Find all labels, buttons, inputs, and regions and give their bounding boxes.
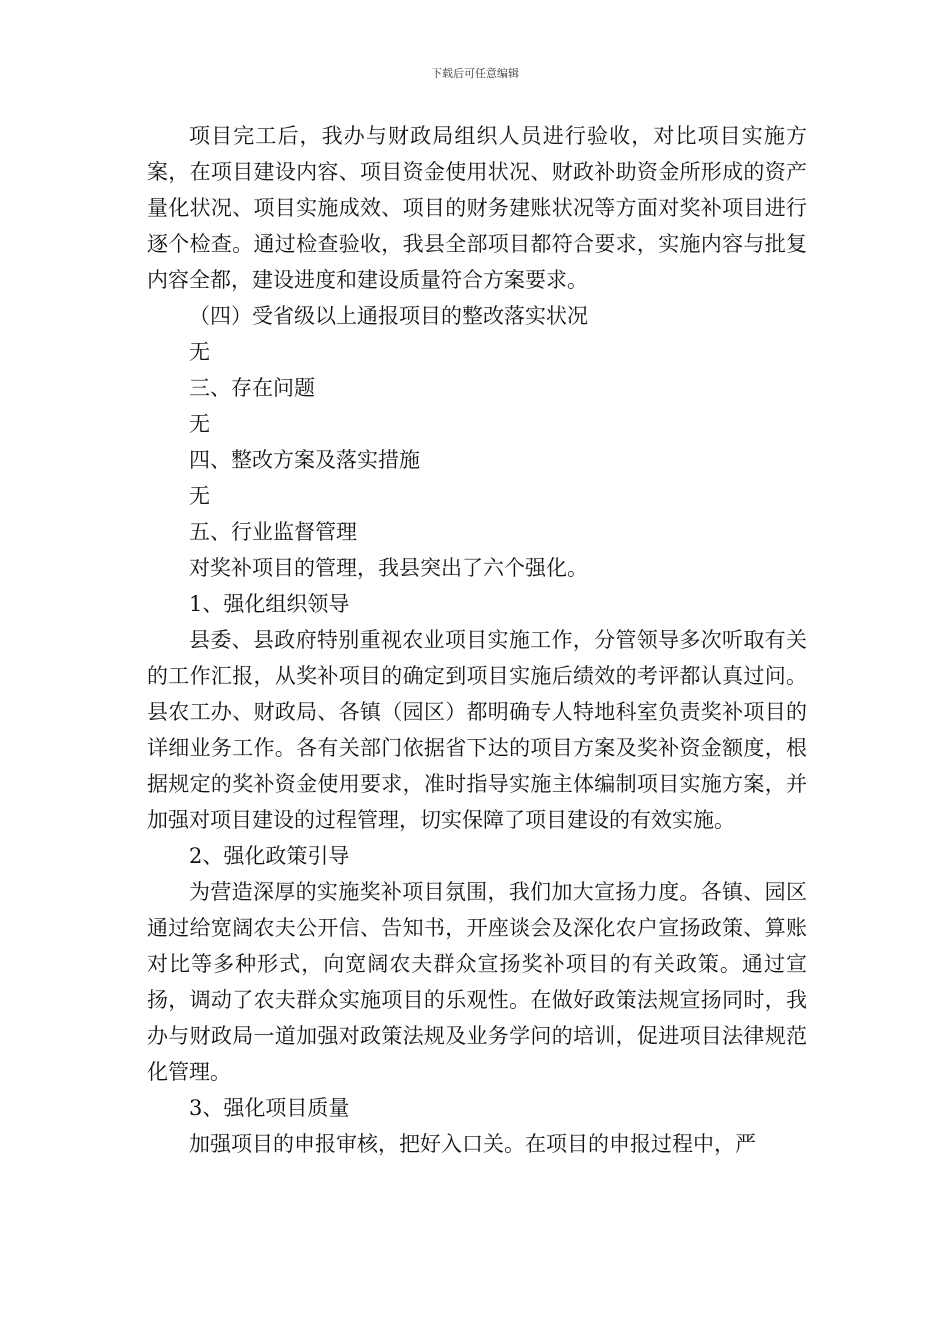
paragraph-none: 无 (189, 484, 210, 508)
paragraph-six-strengthenings: 对奖补项目的管理，我县突出了六个强化。 (189, 556, 588, 580)
heading-rectification-plan: 四、整改方案及落实措施 (189, 448, 420, 472)
paragraph-policy-guidance: 为营造深厚的实施奖补项目氛围，我们加大宣扬力度。各镇、园区通过给宽阔农夫公开信、告知书，开座谈会及深化农户宣扬政策、算账对比等多种形式，向宽阔农夫群众宣扬奖补项目的有关政策。通过宣扬，调动了农夫群众实施项目的乐观性。在做好政策法规宣扬同时，我办与财政局一道加强对政策法规及业务学问的培训，促进项目法律规范化管理。 (147, 880, 807, 1084)
header-note: 下载后可任意编辑 (431, 67, 519, 80)
paragraph-project-quality: 加强项目的申报审核，把好入口关。在项目的申报过程中，严 (189, 1132, 756, 1156)
heading-existing-problems: 三、存在问题 (189, 376, 315, 400)
subheading-policy-guidance: 2、强化政策引导 (189, 844, 350, 868)
heading-industry-supervision: 五、行业监督管理 (189, 520, 357, 544)
paragraph-organization-leadership: 县委、县政府特别重视农业项目实施工作，分管领导多次听取有关的工作汇报，从奖补项目的确定到项目实施后绩效的考评都认真过问。县农工办、财政局、各镇（园区）都明确专人特地科室负责奖补项目的详细业务工作。各有关部门依据省下达的项目方案及奖补资金额度，根据规定的奖补资金使用要求，准时指导实施主体编制项目实施方案，并加强对项目建设的过程管理，切实保障了项目建设的有效实施。 (147, 628, 807, 832)
heading-rectification-status: （四）受省级以上通报项目的整改落实状况 (189, 304, 588, 328)
document-body (147, 118, 807, 1162)
subheading-project-quality: 3、强化项目质量 (189, 1096, 350, 1120)
subheading-organization-leadership: 1、强化组织领导 (189, 592, 350, 616)
paragraph-none: 无 (189, 412, 210, 436)
paragraph-acceptance: 项目完工后，我办与财政局组织人员进行验收，对比项目实施方案，在项目建设内容、项目资金使用状况、财政补助资金所形成的资产量化状况、项目实施成效、项目的财务建账状况等方面对奖补项目进行逐个检查。通过检查验收，我县全部项目都符合要求，实施内容与批复内容全都，建设进度和建设质量符合方案要求。 (147, 124, 807, 292)
paragraph-none: 无 (189, 340, 210, 364)
